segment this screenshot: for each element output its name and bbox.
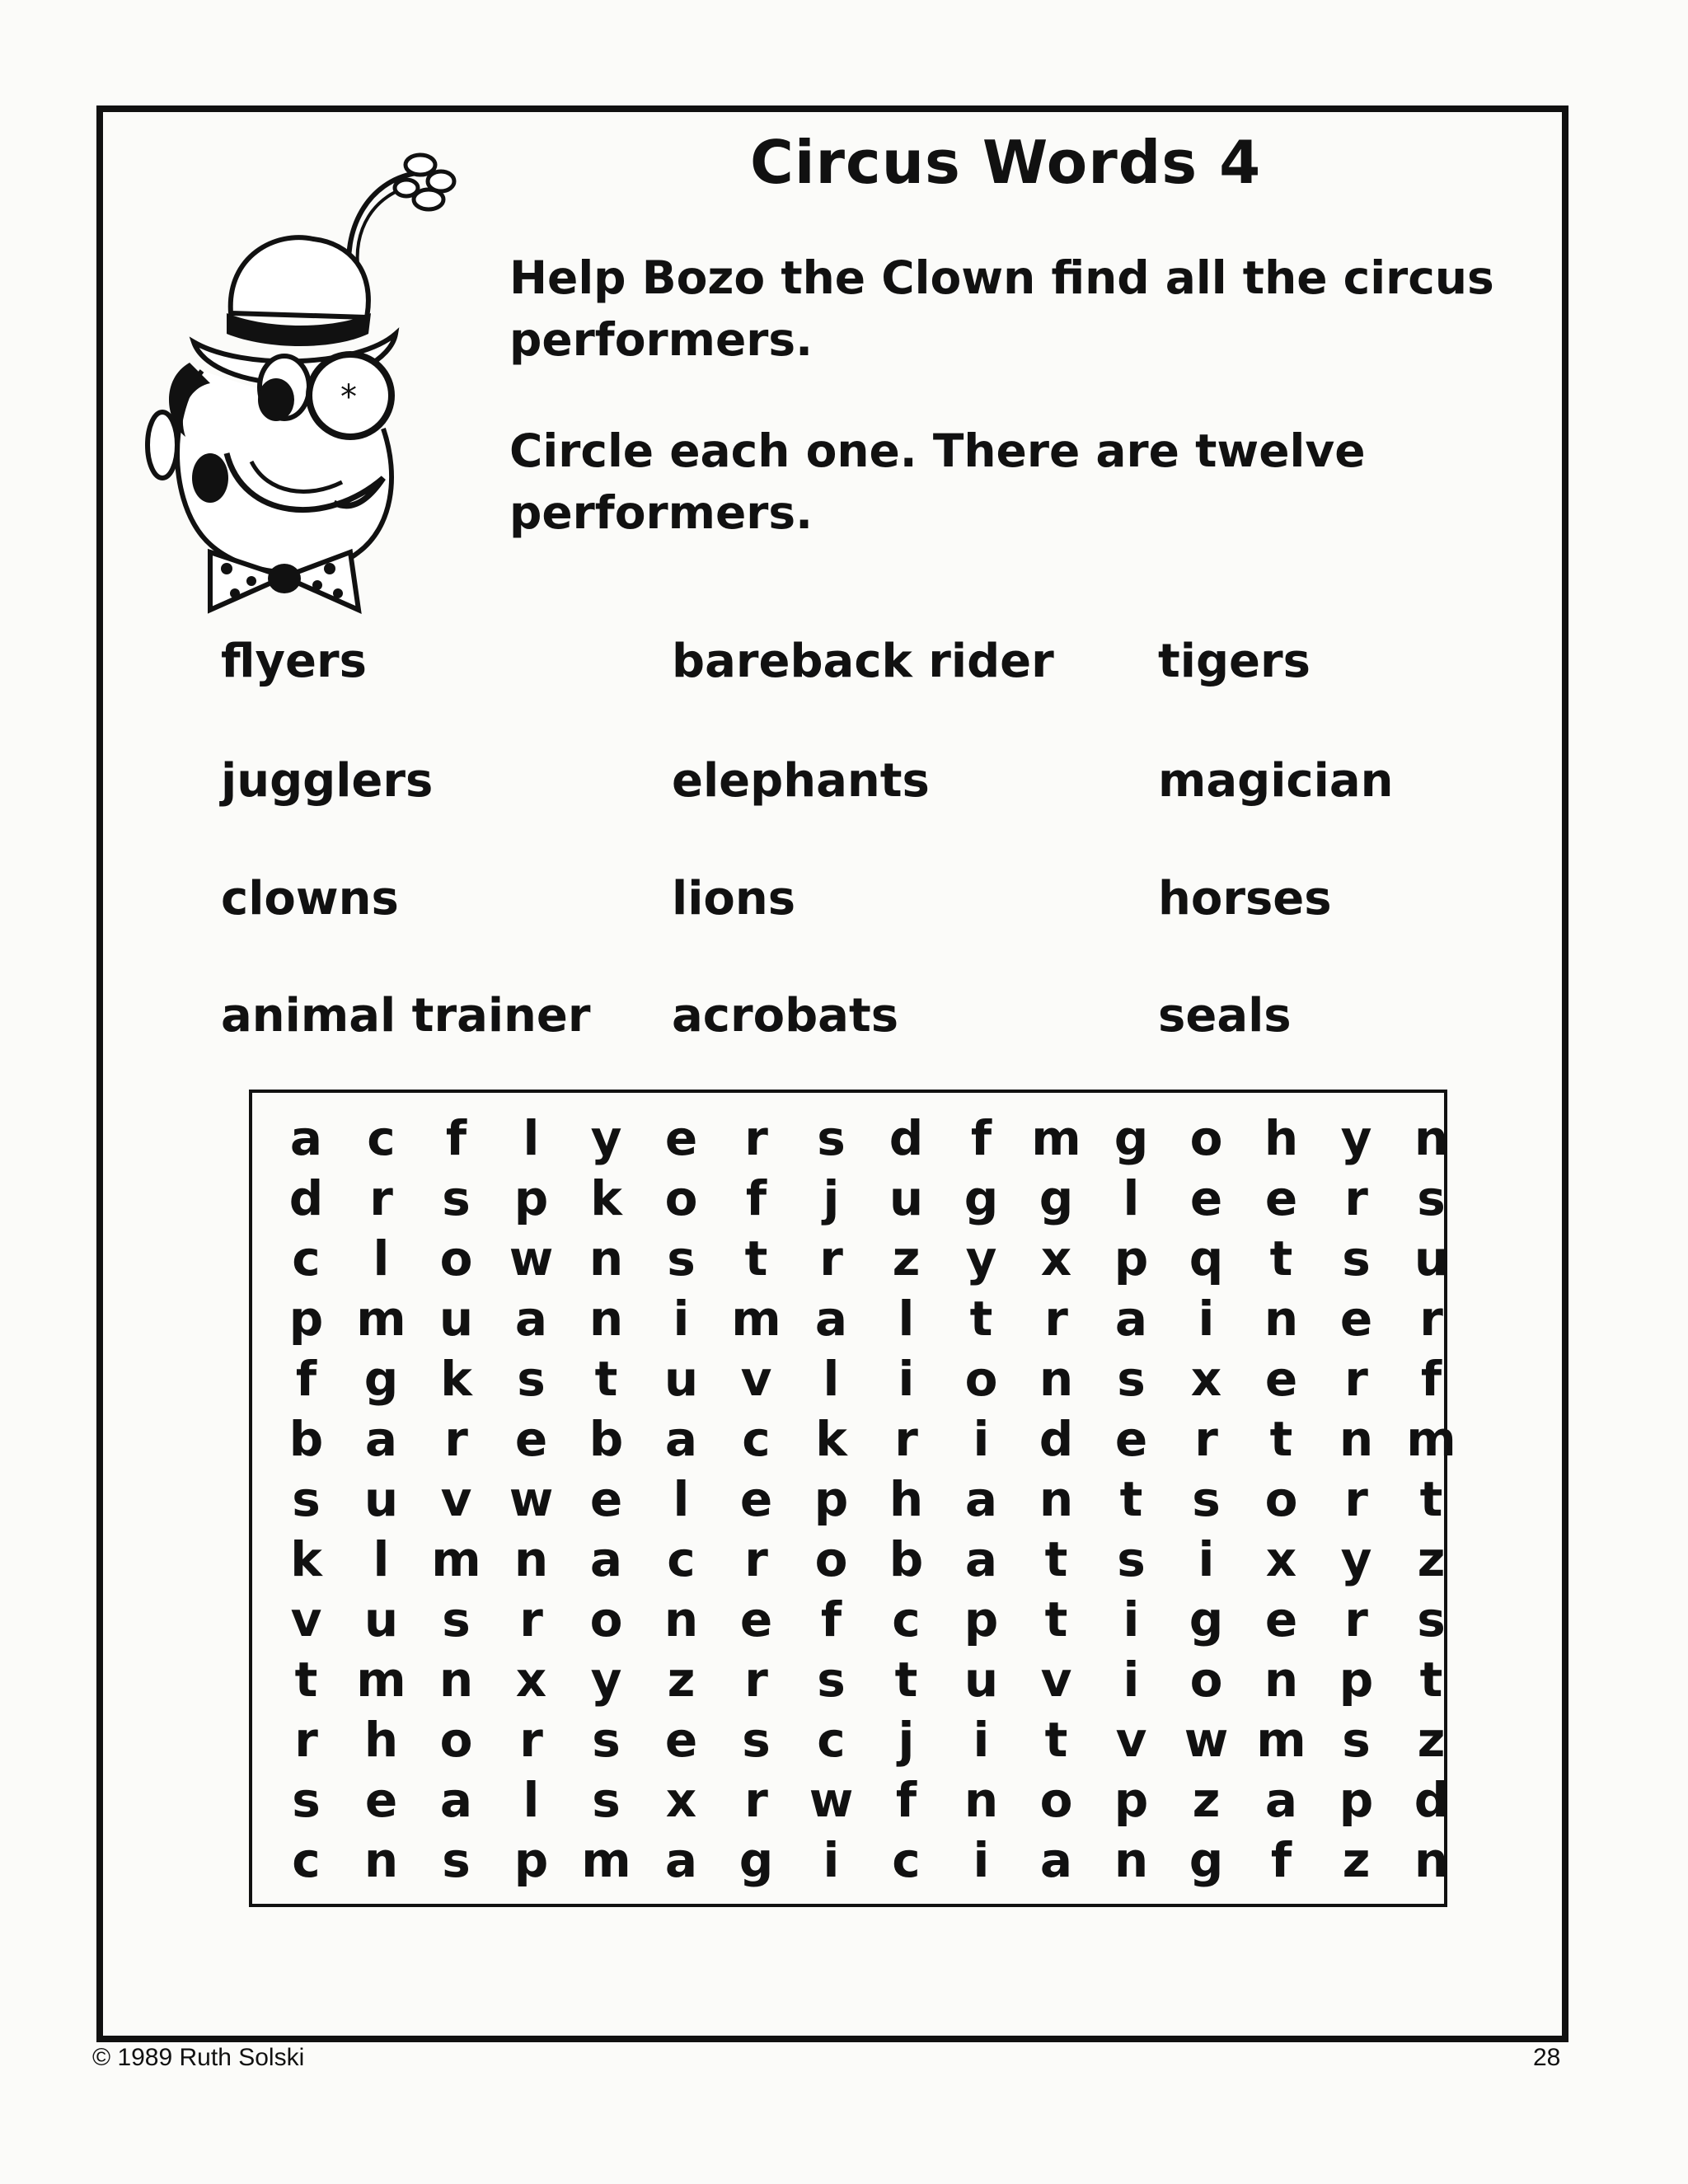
grid-letter[interactable]: s: [1117, 1350, 1146, 1407]
grid-letter[interactable]: s: [1342, 1711, 1371, 1768]
grid-letter[interactable]: z: [1417, 1711, 1446, 1768]
grid-letter[interactable]: a: [814, 1290, 848, 1347]
grid-letter[interactable]: n: [1264, 1290, 1299, 1347]
grid-letter[interactable]: o: [814, 1530, 848, 1587]
grid-letter[interactable]: f: [970, 1109, 992, 1166]
grid-letter[interactable]: y: [1340, 1530, 1372, 1587]
grid-letter[interactable]: r: [294, 1711, 318, 1768]
grid-letter[interactable]: n: [1264, 1651, 1299, 1708]
grid-letter[interactable]: z: [1192, 1771, 1221, 1828]
grid-letter[interactable]: r: [369, 1169, 393, 1226]
grid-letter[interactable]: k: [590, 1169, 622, 1226]
grid-letter[interactable]: m: [581, 1831, 631, 1888]
grid-letter[interactable]: l: [373, 1230, 390, 1286]
grid-letter[interactable]: g: [363, 1350, 399, 1407]
word-list-item: elephants: [672, 754, 930, 808]
grid-letter[interactable]: a: [964, 1470, 998, 1527]
grid-letter[interactable]: r: [1044, 1290, 1068, 1347]
grid-letter[interactable]: h: [363, 1711, 399, 1768]
grid-letter[interactable]: z: [667, 1651, 696, 1708]
grid-letter[interactable]: c: [292, 1230, 321, 1286]
grid-letter[interactable]: i: [898, 1350, 915, 1407]
grid-letter[interactable]: g: [1114, 1109, 1149, 1166]
grid-letter[interactable]: s: [817, 1109, 846, 1166]
grid-letter[interactable]: w: [509, 1470, 554, 1527]
grid-letter[interactable]: m: [356, 1290, 406, 1347]
grid-letter[interactable]: y: [590, 1651, 622, 1708]
grid-letter[interactable]: t: [1269, 1410, 1293, 1467]
grid-letter[interactable]: l: [898, 1290, 915, 1347]
grid-letter[interactable]: s: [667, 1230, 696, 1286]
grid-letter[interactable]: n: [1114, 1831, 1149, 1888]
svg-text:*: *: [340, 378, 357, 416]
grid-letter[interactable]: t: [1269, 1230, 1293, 1286]
grid-letter[interactable]: i: [973, 1831, 990, 1888]
grid-letter[interactable]: n: [663, 1591, 699, 1647]
grid-letter[interactable]: c: [367, 1109, 396, 1166]
grid-letter[interactable]: o: [1039, 1771, 1073, 1828]
grid-letter[interactable]: t: [594, 1350, 618, 1407]
page-title: Circus Words 4: [750, 128, 1262, 197]
grid-letter[interactable]: c: [667, 1530, 696, 1587]
grid-letter[interactable]: k: [290, 1530, 322, 1587]
word-list-item: bareback rider: [672, 635, 1054, 688]
grid-letter[interactable]: s: [1417, 1169, 1446, 1226]
grid-letter[interactable]: r: [744, 1771, 768, 1828]
grid-letter[interactable]: z: [892, 1230, 921, 1286]
grid-letter[interactable]: e: [739, 1470, 773, 1527]
word-list-item: lions: [672, 872, 796, 926]
instruction-line-2: Circle each one. There are twelve performers.: [509, 424, 1366, 539]
grid-letter[interactable]: u: [663, 1350, 699, 1407]
word-search-grid: [249, 1090, 1456, 1907]
grid-letter[interactable]: e: [664, 1711, 698, 1768]
grid-letter[interactable]: d: [1039, 1410, 1074, 1467]
word-list-item: clowns: [221, 872, 399, 926]
grid-letter[interactable]: a: [1264, 1771, 1298, 1828]
grid-letter[interactable]: c: [742, 1410, 771, 1467]
grid-letter[interactable]: p: [288, 1290, 324, 1347]
letter-grid: [269, 1108, 1469, 1890]
word-list-item: animal trainer: [221, 989, 591, 1043]
grid-letter[interactable]: h: [889, 1470, 924, 1527]
grid-letter[interactable]: n: [438, 1651, 474, 1708]
grid-letter[interactable]: z: [1342, 1831, 1371, 1888]
grid-letter[interactable]: r: [744, 1109, 768, 1166]
grid-letter[interactable]: v: [740, 1350, 772, 1407]
grid-letter[interactable]: x: [515, 1651, 547, 1708]
grid-letter[interactable]: x: [1265, 1530, 1297, 1587]
grid-letter[interactable]: a: [514, 1290, 548, 1347]
grid-letter[interactable]: k: [440, 1350, 472, 1407]
grid-letter[interactable]: r: [519, 1711, 543, 1768]
grid-letter[interactable]: r: [1344, 1169, 1368, 1226]
grid-letter[interactable]: u: [889, 1169, 924, 1226]
grid-letter[interactable]: f: [1270, 1831, 1292, 1888]
grid-letter[interactable]: n: [513, 1530, 549, 1587]
grid-letter[interactable]: v: [440, 1470, 472, 1527]
word-list-item: acrobats: [672, 989, 899, 1043]
grid-letter[interactable]: n: [588, 1230, 624, 1286]
grid-letter[interactable]: l: [1123, 1169, 1140, 1226]
grid-letter[interactable]: g: [1189, 1591, 1224, 1647]
grid-letter[interactable]: a: [589, 1530, 623, 1587]
grid-letter[interactable]: r: [1419, 1290, 1443, 1347]
grid-letter[interactable]: o: [439, 1711, 473, 1768]
grid-letter[interactable]: s: [742, 1711, 771, 1768]
grid-letter[interactable]: p: [964, 1591, 999, 1647]
grid-letter[interactable]: m: [1031, 1109, 1081, 1166]
grid-letter[interactable]: n: [588, 1290, 624, 1347]
grid-letter[interactable]: z: [1417, 1530, 1446, 1587]
grid-letter[interactable]: e: [1264, 1169, 1298, 1226]
grid-letter[interactable]: p: [1339, 1651, 1374, 1708]
grid-letter[interactable]: g: [964, 1169, 999, 1226]
word-list-item: jugglers: [221, 754, 434, 808]
grid-letter[interactable]: t: [1419, 1470, 1443, 1527]
grid-letter[interactable]: l: [523, 1771, 540, 1828]
grid-letter[interactable]: y: [965, 1230, 997, 1286]
grid-letter[interactable]: b: [588, 1410, 624, 1467]
grid-letter[interactable]: w: [809, 1771, 854, 1828]
grid-letter[interactable]: v: [1040, 1651, 1072, 1708]
grid-letter[interactable]: v: [1115, 1711, 1147, 1768]
word-list-item: horses: [1158, 872, 1332, 926]
grid-letter[interactable]: d: [288, 1169, 324, 1226]
grid-letter[interactable]: a: [289, 1109, 323, 1166]
copyright: © 1989 Ruth Solski: [92, 2044, 305, 2071]
grid-letter[interactable]: f: [295, 1350, 317, 1407]
grid-letter[interactable]: o: [1264, 1470, 1298, 1527]
grid-letter[interactable]: f: [895, 1771, 917, 1828]
grid-letter[interactable]: b: [889, 1530, 924, 1587]
grid-letter[interactable]: s: [517, 1350, 546, 1407]
grid-letter[interactable]: i: [673, 1290, 690, 1347]
grid-letter[interactable]: s: [1417, 1591, 1446, 1647]
grid-letter[interactable]: s: [1117, 1530, 1146, 1587]
grid-letter[interactable]: e: [664, 1109, 698, 1166]
instruction-line-1: Help Bozo the Clown find all the circus performers.: [509, 251, 1494, 366]
grid-letter[interactable]: l: [523, 1109, 540, 1166]
grid-letter[interactable]: m: [356, 1651, 406, 1708]
grid-letter[interactable]: u: [363, 1591, 399, 1647]
grid-letter[interactable]: i: [1123, 1651, 1140, 1708]
grid-letter[interactable]: u: [363, 1470, 399, 1527]
grid-letter[interactable]: o: [589, 1591, 623, 1647]
word-list-item: magician: [1158, 754, 1394, 808]
grid-letter[interactable]: c: [817, 1711, 846, 1768]
grid-letter[interactable]: r: [744, 1530, 768, 1587]
grid-letter[interactable]: m: [1256, 1711, 1306, 1768]
grid-letter[interactable]: f: [445, 1109, 467, 1166]
grid-letter[interactable]: u: [438, 1290, 474, 1347]
grid-letter[interactable]: p: [1114, 1230, 1149, 1286]
clown-illustration: [144, 148, 482, 618]
grid-letter[interactable]: r: [1344, 1470, 1368, 1527]
grid-letter[interactable]: n: [1039, 1350, 1074, 1407]
grid-letter[interactable]: f: [745, 1169, 767, 1226]
grid-letter[interactable]: y: [590, 1109, 622, 1166]
grid-letter[interactable]: y: [1340, 1109, 1372, 1166]
grid-letter[interactable]: n: [1339, 1410, 1374, 1467]
grid-letter[interactable]: n: [1414, 1109, 1449, 1166]
grid-letter[interactable]: t: [1044, 1530, 1068, 1587]
grid-letter[interactable]: c: [892, 1831, 921, 1888]
grid-letter[interactable]: i: [973, 1410, 990, 1467]
grid-letter[interactable]: x: [1040, 1230, 1072, 1286]
word-list-item: seals: [1158, 989, 1292, 1043]
grid-letter[interactable]: i: [973, 1711, 990, 1768]
grid-letter[interactable]: l: [373, 1530, 390, 1587]
grid-letter[interactable]: o: [1189, 1109, 1223, 1166]
grid-letter[interactable]: b: [288, 1410, 324, 1467]
grid-letter[interactable]: p: [1339, 1771, 1374, 1828]
grid-letter[interactable]: o: [439, 1230, 473, 1286]
grid-letter[interactable]: p: [513, 1169, 549, 1226]
grid-letter[interactable]: a: [439, 1771, 473, 1828]
grid-letter[interactable]: j: [823, 1169, 840, 1226]
grid-letter[interactable]: r: [744, 1651, 768, 1708]
grid-letter[interactable]: r: [519, 1591, 543, 1647]
grid-letter[interactable]: r: [1344, 1591, 1368, 1647]
grid-letter[interactable]: p: [1114, 1771, 1149, 1828]
grid-letter[interactable]: x: [665, 1771, 697, 1828]
grid-letter[interactable]: r: [894, 1410, 918, 1467]
grid-letter[interactable]: e: [739, 1591, 773, 1647]
grid-letter[interactable]: e: [364, 1771, 398, 1828]
grid-letter[interactable]: t: [1119, 1470, 1143, 1527]
grid-letter[interactable]: n: [363, 1831, 399, 1888]
grid-letter[interactable]: f: [820, 1591, 842, 1647]
grid-letter[interactable]: m: [731, 1290, 781, 1347]
grid-letter[interactable]: t: [1419, 1651, 1443, 1708]
grid-letter[interactable]: h: [1264, 1109, 1299, 1166]
grid-letter[interactable]: i: [1198, 1530, 1215, 1587]
grid-letter[interactable]: w: [1184, 1711, 1229, 1768]
grid-letter[interactable]: s: [1342, 1230, 1371, 1286]
grid-letter[interactable]: j: [898, 1711, 915, 1768]
grid-letter[interactable]: t: [969, 1290, 993, 1347]
grid-letter[interactable]: a: [664, 1410, 698, 1467]
grid-letter[interactable]: m: [431, 1530, 481, 1587]
grid-letter[interactable]: o: [964, 1350, 998, 1407]
grid-letter[interactable]: a: [1114, 1290, 1148, 1347]
grid-letter[interactable]: g: [1039, 1169, 1074, 1226]
grid-letter[interactable]: r: [819, 1230, 843, 1286]
grid-letter[interactable]: e: [589, 1470, 623, 1527]
grid-letter[interactable]: t: [1044, 1591, 1068, 1647]
grid-letter[interactable]: s: [442, 1831, 471, 1888]
grid-letter[interactable]: o: [1189, 1651, 1223, 1708]
grid-letter[interactable]: p: [513, 1831, 549, 1888]
grid-letter[interactable]: d: [1414, 1771, 1449, 1828]
grid-letter[interactable]: e: [1339, 1290, 1373, 1347]
grid-letter[interactable]: s: [442, 1591, 471, 1647]
grid-letter[interactable]: a: [1039, 1831, 1073, 1888]
grid-letter[interactable]: e: [1264, 1591, 1298, 1647]
grid-letter[interactable]: n: [1414, 1831, 1449, 1888]
grid-letter[interactable]: f: [1420, 1350, 1442, 1407]
grid-letter[interactable]: s: [1192, 1470, 1221, 1527]
grid-letter[interactable]: e: [1264, 1350, 1298, 1407]
grid-letter[interactable]: r: [1344, 1350, 1368, 1407]
grid-letter[interactable]: o: [664, 1169, 698, 1226]
grid-letter[interactable]: g: [1189, 1831, 1224, 1888]
grid-letter[interactable]: r: [1194, 1410, 1218, 1467]
grid-letter[interactable]: i: [1123, 1591, 1140, 1647]
grid-letter[interactable]: u: [964, 1651, 999, 1708]
grid-letter[interactable]: s: [592, 1711, 621, 1768]
grid-letter[interactable]: u: [1414, 1230, 1449, 1286]
grid-letter[interactable]: l: [823, 1350, 840, 1407]
grid-letter[interactable]: t: [294, 1651, 318, 1708]
grid-letter[interactable]: n: [964, 1771, 999, 1828]
grid-letter[interactable]: k: [815, 1410, 847, 1467]
grid-letter[interactable]: d: [889, 1109, 924, 1166]
grid-letter[interactable]: v: [290, 1591, 322, 1647]
grid-letter[interactable]: a: [364, 1410, 398, 1467]
grid-letter[interactable]: t: [894, 1651, 918, 1708]
grid-letter[interactable]: a: [964, 1530, 998, 1587]
grid-letter[interactable]: i: [823, 1831, 840, 1888]
grid-letter[interactable]: e: [1114, 1410, 1148, 1467]
grid-letter[interactable]: t: [1044, 1711, 1068, 1768]
grid-letter[interactable]: e: [1189, 1169, 1223, 1226]
grid-letter[interactable]: s: [592, 1771, 621, 1828]
grid-letter[interactable]: q: [1189, 1230, 1224, 1286]
word-list-item: flyers: [221, 635, 367, 688]
grid-letter[interactable]: p: [814, 1470, 849, 1527]
grid-letter[interactable]: c: [892, 1591, 921, 1647]
grid-letter[interactable]: w: [509, 1230, 554, 1286]
grid-letter[interactable]: l: [673, 1470, 690, 1527]
page-number: 28: [1533, 2044, 1561, 2071]
grid-letter[interactable]: i: [1198, 1290, 1215, 1347]
grid-letter[interactable]: t: [744, 1230, 768, 1286]
grid-letter[interactable]: m: [1406, 1410, 1456, 1467]
grid-letter[interactable]: s: [817, 1651, 846, 1708]
grid-letter[interactable]: a: [664, 1831, 698, 1888]
word-list-item: tigers: [1158, 635, 1311, 688]
grid-letter[interactable]: x: [1190, 1350, 1222, 1407]
grid-letter[interactable]: g: [738, 1831, 774, 1888]
grid-letter[interactable]: s: [292, 1470, 321, 1527]
grid-letter[interactable]: n: [1039, 1470, 1074, 1527]
grid-letter[interactable]: c: [292, 1831, 321, 1888]
grid-letter[interactable]: r: [444, 1410, 468, 1467]
grid-letter[interactable]: s: [292, 1771, 321, 1828]
grid-letter[interactable]: s: [442, 1169, 471, 1226]
grid-letter[interactable]: e: [514, 1410, 548, 1467]
